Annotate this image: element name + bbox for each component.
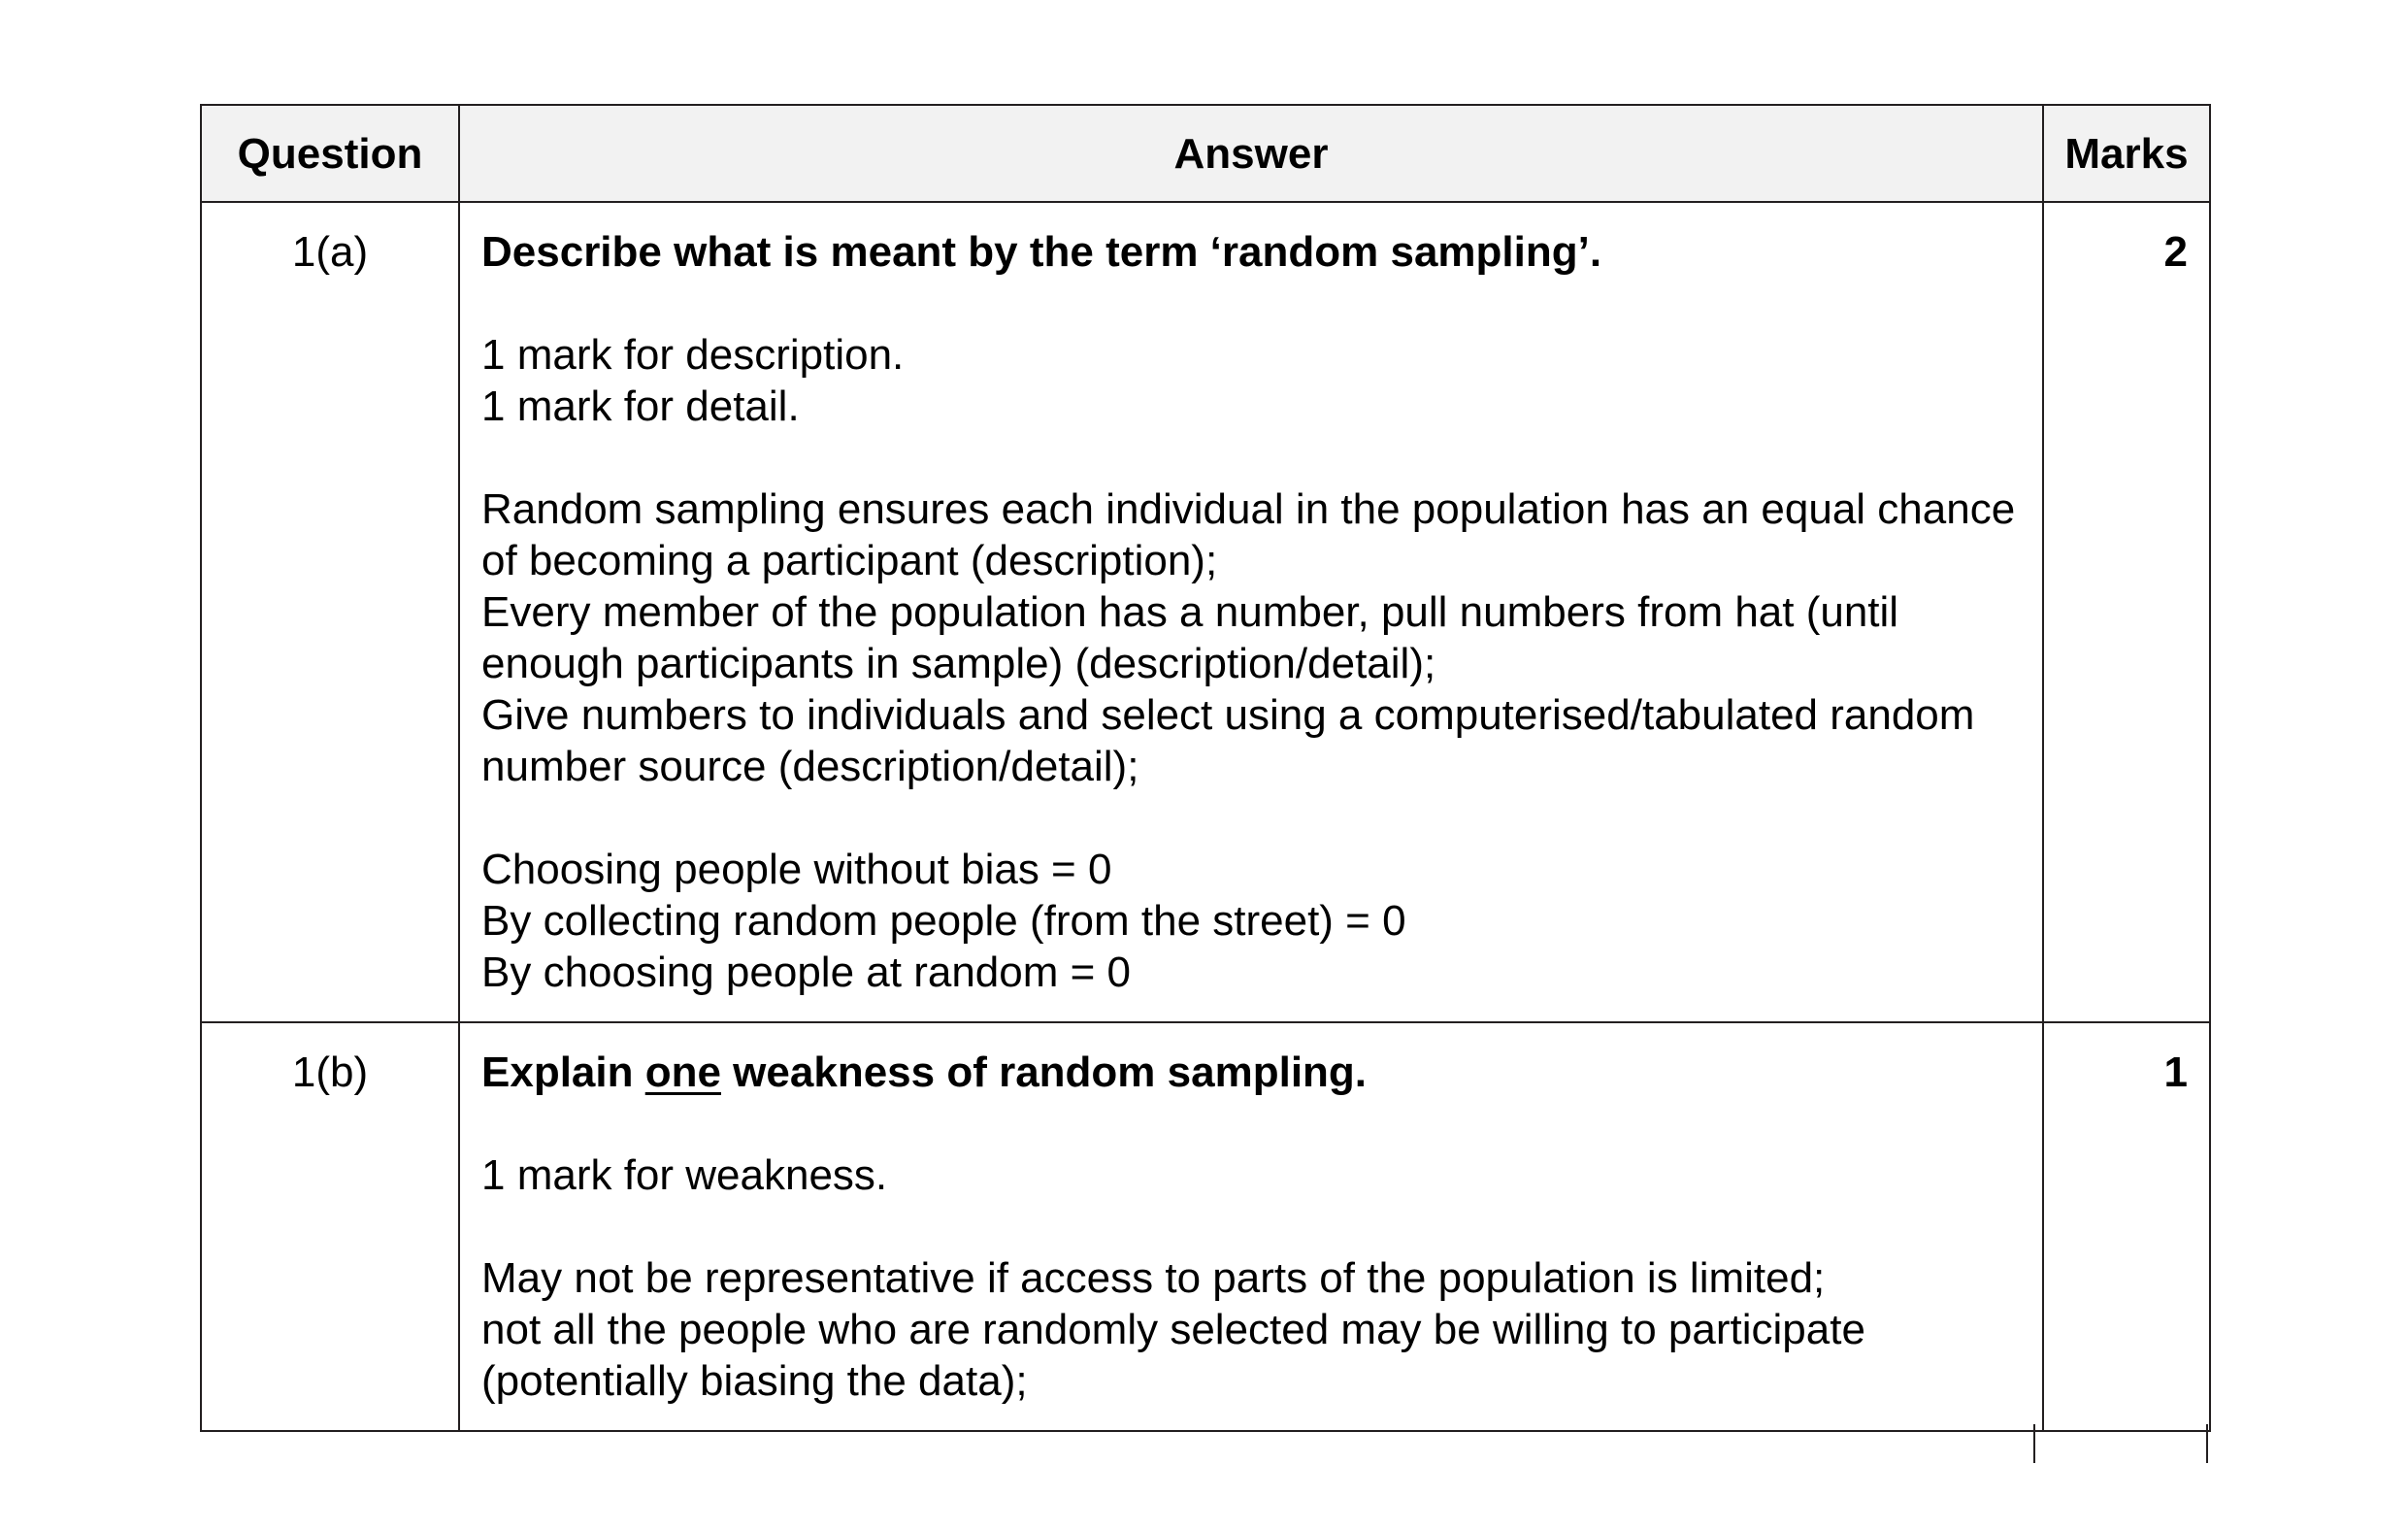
- answer-cell: [459, 1022, 2043, 1431]
- header-marks: Marks: [2043, 105, 2210, 202]
- table-row: [201, 1022, 2210, 1431]
- mark-scheme-table: [200, 104, 2211, 1432]
- question-title-emphasis: one: [644, 1048, 721, 1096]
- accepted-answers: [481, 483, 2023, 792]
- question-title-start: Explain: [481, 1048, 645, 1096]
- question-title: [481, 1047, 2023, 1098]
- table-continuation: [2033, 1424, 2208, 1463]
- accepted-answers: [481, 1252, 2023, 1407]
- zero-mark-line: Choosing people without bias = 0: [481, 846, 1112, 893]
- criteria-line: 1 mark for detail.: [481, 383, 800, 430]
- continuation-rule-left: [2033, 1424, 2035, 1463]
- table-row: [201, 202, 2210, 1022]
- marks-value: 1: [2043, 1022, 2210, 1431]
- continuation-rule-right: [2206, 1424, 2208, 1463]
- question-number: 1(b): [201, 1022, 459, 1431]
- header-row: [201, 105, 2210, 202]
- zero-mark-answers: [481, 844, 2023, 998]
- answer-line: Random sampling ensures each individual in the population has an equal chance of becoming a participant (description);: [481, 485, 2016, 584]
- mark-criteria: [481, 329, 2023, 432]
- zero-mark-line: By choosing people at random = 0: [481, 949, 1132, 996]
- mark-scheme-page: [200, 104, 2209, 1432]
- answer-line: Every member of the population has a number, pull numbers from hat (until enough participants in sample) (description/detail);: [481, 588, 1899, 687]
- answer-cell: [459, 202, 2043, 1022]
- answer-line: May not be representative if access to parts of the population is limited;: [481, 1254, 1826, 1302]
- question-title: Describe what is meant by the term ‘random sampling’.: [481, 228, 1602, 276]
- answer-line: not all the people who are randomly selected may be willing to participate (potentially biasing the data);: [481, 1306, 1865, 1405]
- marks-value: 2: [2043, 202, 2210, 1022]
- criteria-line: 1 mark for description.: [481, 331, 905, 379]
- header-answer: Answer: [459, 105, 2043, 202]
- answer-line: Give numbers to individuals and select using a computerised/tabulated random number source (description/detail);: [481, 691, 1975, 790]
- criteria-line: 1 mark for weakness.: [481, 1151, 888, 1199]
- question-number: 1(a): [201, 202, 459, 1022]
- zero-mark-line: By collecting random people (from the street) = 0: [481, 897, 1406, 945]
- header-question: Question: [201, 105, 459, 202]
- question-title-end: weakness of random sampling.: [720, 1048, 1368, 1096]
- mark-criteria: [481, 1149, 2023, 1201]
